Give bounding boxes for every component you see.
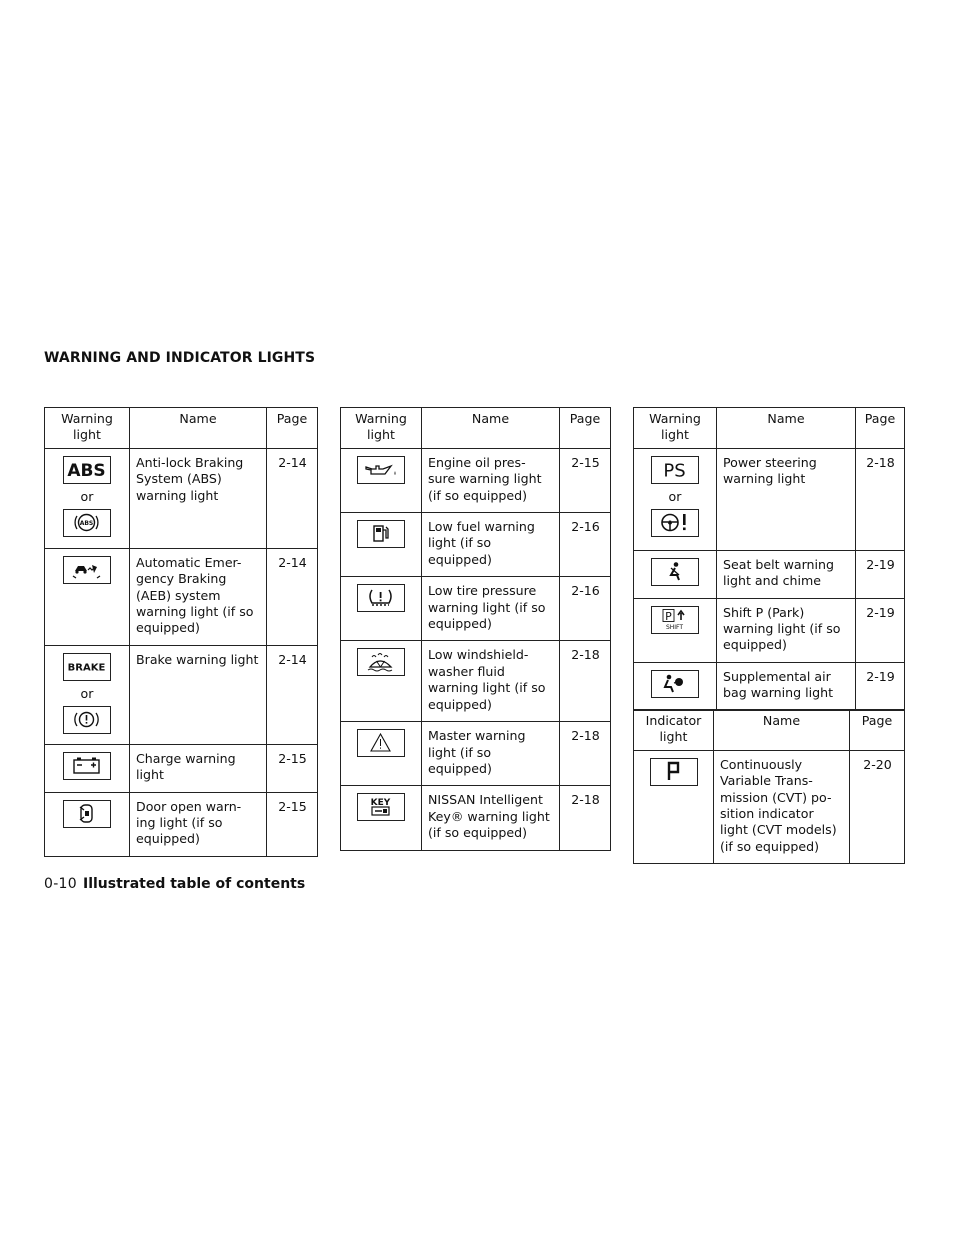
page-cell: 2-20 [850, 750, 905, 863]
aeb-icon [63, 556, 111, 584]
table-header-row [634, 710, 905, 751]
page-cell: 2-14 [267, 548, 318, 645]
page-cell: 2-18 [560, 641, 611, 722]
name-cell: Engine oil pres- sure warning light (if so equipped) [422, 448, 560, 512]
icon-cell [634, 750, 714, 863]
icon-cell [45, 548, 130, 645]
icon-cell [341, 722, 422, 786]
table-row [45, 645, 318, 744]
table-row [634, 448, 905, 550]
icon-cell [634, 598, 717, 662]
header-indicator-light: Indicator light [634, 710, 714, 751]
name-cell: NISSAN Intelligent Key® warning light (if so equipped) [422, 786, 560, 850]
table-header-row [45, 408, 318, 449]
page-footer [44, 876, 305, 892]
header-name: Name [422, 408, 560, 449]
shift-p-icon-p-text: P [665, 609, 672, 623]
shift-p-icon-text: SHIFT [665, 623, 684, 631]
header-page: Page [856, 408, 905, 449]
name-cell: Power steering warning light [717, 448, 856, 550]
page-cell: 2-16 [560, 513, 611, 577]
name-cell: Low tire pressure warning light (if so equipped) [422, 577, 560, 641]
abs-circle-icon-text: ABS [79, 519, 94, 527]
table-row [341, 722, 611, 786]
key-icon-text: KEY [370, 798, 391, 809]
table-row [45, 792, 318, 856]
page-cell: 2-19 [856, 598, 905, 662]
header-name: Name [714, 710, 850, 751]
page-cell: 2-14 [267, 448, 318, 548]
tire-pressure-icon [357, 584, 405, 612]
or-label: or [80, 685, 94, 701]
icon-cell [45, 645, 130, 744]
header-warning-light [45, 408, 130, 449]
header-warning-light: Warning light [341, 408, 422, 449]
name-cell: Low fuel warning light (if so equipped) [422, 513, 560, 577]
steering-warning-icon [651, 509, 699, 537]
page-cell: 2-15 [267, 792, 318, 856]
header-name: Name [717, 408, 856, 449]
header-page: Page [560, 408, 611, 449]
brake-icon-text: BRAKE [67, 662, 106, 674]
page-cell: 2-18 [856, 448, 905, 550]
page-cell: 2-19 [856, 662, 905, 710]
icon-cell [341, 577, 422, 641]
warning-lights-table-2 [340, 407, 611, 851]
name-cell: Charge warning light [130, 744, 267, 792]
cvt-p-icon [650, 758, 698, 786]
icon-cell [45, 744, 130, 792]
name-cell: Automatic Emer- gency Braking (AEB) system warning light (if so equipped) [130, 548, 267, 645]
name-cell: Supplemental air bag warning light [717, 662, 856, 710]
abs-icon [63, 456, 111, 484]
shift-p-icon [651, 606, 699, 634]
warning-lights-table-1 [44, 407, 318, 857]
table-header-row [341, 408, 611, 449]
name-cell: Anti-lock Braking System (ABS) warning light [130, 448, 267, 548]
table-row [634, 550, 905, 598]
seat-belt-icon [651, 558, 699, 586]
page-cell: 2-18 [560, 786, 611, 850]
indicator-lights-table [633, 709, 905, 864]
brake-circle-icon [63, 706, 111, 734]
table-row [341, 641, 611, 722]
table-row [341, 513, 611, 577]
header-warning-light-label: Warning light [61, 411, 113, 443]
table-row [341, 577, 611, 641]
table-row [634, 662, 905, 710]
table-row [341, 448, 611, 512]
header-page: Page [267, 408, 318, 449]
washer-fluid-icon [357, 648, 405, 676]
name-cell: Door open warn- ing light (if so equipped) [130, 792, 267, 856]
table-row [341, 786, 611, 850]
section-title: WARNING AND INDICATOR LIGHTS [44, 350, 316, 366]
table-row [634, 598, 905, 662]
icon-cell [634, 662, 717, 710]
name-cell: Low windshield- washer fluid warning light (if so equipped) [422, 641, 560, 722]
master-warning-icon [357, 729, 405, 757]
header-warning-light: Warning light [634, 408, 717, 449]
name-cell: Shift P (Park) warning light (if so equipped) [717, 598, 856, 662]
name-cell: Master warning light (if so equipped) [422, 722, 560, 786]
footer-title: Illustrated table of contents [82, 876, 306, 892]
page-cell: 2-19 [856, 550, 905, 598]
airbag-icon [651, 670, 699, 698]
icon-cell [341, 513, 422, 577]
table-row [634, 750, 905, 863]
table-row [45, 548, 318, 645]
icon-cell [634, 448, 717, 550]
abs-icon-text: ABS [67, 460, 106, 481]
table-row [45, 744, 318, 792]
name-cell: Continuously Variable Trans- mission (CVT) po- sition indicator light (CVT models) (if so equipped) [714, 750, 850, 863]
page-cell: 2-15 [560, 448, 611, 512]
icon-cell [45, 448, 130, 548]
icon-cell [634, 550, 717, 598]
door-open-icon [63, 800, 111, 828]
name-cell: Seat belt warning light and chime [717, 550, 856, 598]
table-row [45, 448, 318, 548]
icon-cell [341, 641, 422, 722]
icon-cell [45, 792, 130, 856]
fuel-pump-icon [357, 520, 405, 548]
table-header-row [634, 408, 905, 449]
key-icon [357, 793, 405, 821]
or-label: or [668, 488, 682, 504]
or-label: or [80, 488, 94, 504]
icon-cell [341, 786, 422, 850]
ps-icon [651, 456, 699, 484]
page-cell: 2-15 [267, 744, 318, 792]
oil-can-icon [357, 456, 405, 484]
header-name: Name [130, 408, 267, 449]
page-cell: 2-16 [560, 577, 611, 641]
header-page: Page [850, 710, 905, 751]
warning-lights-table-3 [633, 407, 905, 711]
icon-cell [341, 448, 422, 512]
name-cell: Brake warning light [130, 645, 267, 744]
page-number: 0-10 [44, 876, 77, 892]
battery-icon [63, 752, 111, 780]
abs-circle-icon [63, 509, 111, 537]
page-cell: 2-18 [560, 722, 611, 786]
ps-icon-text: PS [663, 460, 686, 482]
brake-text-icon [63, 653, 111, 681]
page-cell: 2-14 [267, 645, 318, 744]
